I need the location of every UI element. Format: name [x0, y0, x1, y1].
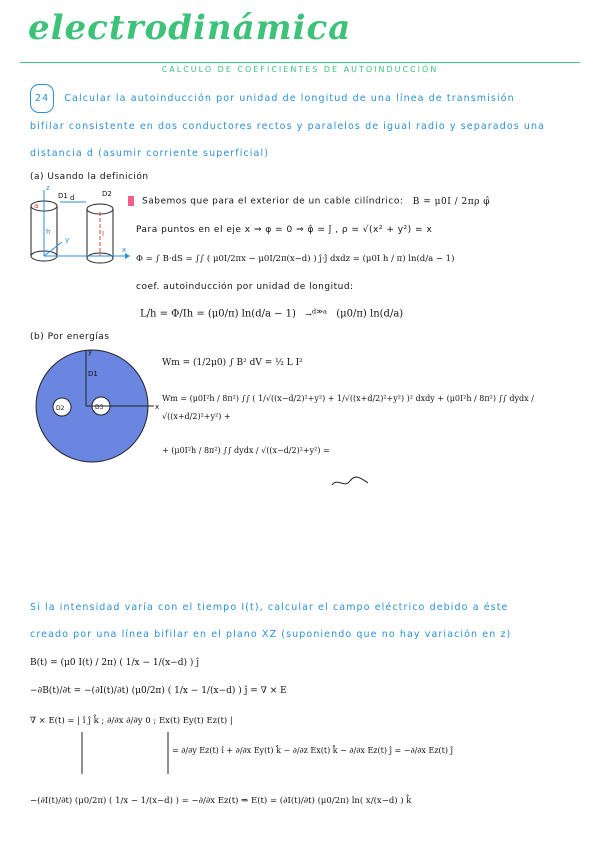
disk-label-d1: D1	[88, 370, 98, 378]
highlight-mark	[128, 196, 134, 206]
title-underline	[20, 62, 580, 63]
figure-label-i: I	[102, 230, 105, 238]
limit-condition: d≫a	[311, 307, 328, 315]
energy-disk-figure	[28, 346, 166, 472]
energy-equation-1: Wm = (1/2μ0) ∫ B² dV = ½ L I²	[162, 358, 303, 368]
part-c-line-1: Si la intensidad varía con el tiempo I(t), calcular el campo eléctrico debido a éste	[30, 602, 509, 613]
part-c-statement	[30, 594, 580, 648]
scribble-mark	[330, 475, 370, 491]
figure-label-h: h	[46, 228, 51, 236]
electric-field-result: −(∂I(t)/∂t) (μ0/2π) ( 1/x − 1/(x−d) ) = −∂/∂x Ez(t) ⇒ E(t) = (∂I(t)/∂t) (μ0/2π) ln( x/(x−d) ) k̂	[30, 796, 412, 806]
part-a-statement-2: Para puntos en el eje x ⇒ φ = 0 ⇒ φ̂ = ĵ , ρ = √(x² + y²) = x	[136, 225, 433, 235]
inductance-result: L/h = Φ/Ih = (μ0/π) ln(d/a − 1) →$^{d≫a}$ (μ0/π) ln(d/a)	[140, 307, 404, 320]
problem-line-2: bifilar consistente en dos conductores rectos y paralelos de igual radio y separados una	[30, 121, 546, 132]
curl-determinant: ∇ × E(t) = | î ĵ k̂ ; ∂/∂x ∂/∂y 0 ; Ex(t) Ey(t) Ez(t) |	[30, 716, 233, 726]
problem-line-1: 24 Calcular la autoinducción por unidad de longitud de una línea de transmisión	[30, 84, 575, 113]
curl-expansion: = ∂/∂y Ez(t) î + ∂/∂x Ey(t) k̂ − ∂/∂z Ex(t) k̂ − ∂/∂x Ez(t) ĵ = −∂/∂x Ez(t) ĵ	[172, 746, 454, 755]
energy-equation-2: Wm = (μ0I²h / 8π²) ∫∫ ( 1/√((x−d/2)²+y²) + 1/√((x+d/2)²+y²) )² dxdy + (μ0I²h / 8π²) ∫∫ dydx / √((x+d/2)²+y²) +	[162, 394, 534, 421]
inductance-approx: (μ0/π) ln(d/a)	[336, 308, 404, 320]
page-title: electrodinámica	[28, 8, 352, 48]
figure-label-a: a	[34, 202, 39, 210]
disk-label-d2: D2	[56, 405, 65, 412]
figure-label-x: x	[122, 246, 127, 254]
figure-label-z: z	[46, 184, 50, 192]
part-a-heading: (a) Usando la definición	[30, 172, 149, 182]
disk-label-x: x	[155, 403, 160, 411]
problem-number: 24	[30, 84, 54, 113]
disk-label-d3: D3	[95, 404, 104, 411]
problem-statement	[30, 84, 575, 167]
energy-equation-3: + (μ0I²h / 8π²) ∫∫ dydx / √((x−d/2)²+y²) =	[162, 446, 330, 455]
two-cylinders-figure	[22, 184, 132, 269]
section-subtitle: CÁLCULO DE COEFICIENTES DE AUTOINDUCCIÓN	[161, 65, 439, 74]
flux-equation: Φ = ∫ B·dS = ∫∫ ( μ0I/2πx − μ0I/2π(x−d) ) ĵ·ĵ dxdz = (μ0I h / π) ln(d/a − 1)	[136, 254, 455, 264]
figure-label-d: d	[70, 194, 75, 202]
disk-label-y: y	[88, 348, 93, 356]
field-equation-2: −∂B(t)/∂t = −(∂I(t)/∂t) (μ0/2π) ( 1/x − 1/(x−d) ) ĵ = ∇ × E	[30, 686, 287, 696]
problem-line-3: distancia d (asumir corriente superficial)	[30, 148, 269, 159]
part-c-line-2: creado por una línea bifilar en el plano XZ (suponiendo que no hay variación en z)	[30, 629, 512, 640]
figure-label-y: y	[65, 236, 70, 244]
part-b-heading: (b) Por energías	[30, 332, 110, 342]
part-a-statement-4: coef. autoinducción por unidad de longitud:	[136, 282, 354, 292]
figure-label-d1: D1	[58, 192, 68, 200]
part-a-statement-1: Sabemos que para el exterior de un cable cilíndrico: B = μ0I / 2πρ φ̂	[128, 196, 490, 207]
field-equation-1: B(t) = (μ0 I(t) / 2π) ( 1/x − 1/(x−d) ) ĵ	[30, 658, 200, 668]
determinant-brackets	[80, 730, 170, 776]
figure-label-d2: D2	[102, 190, 112, 198]
